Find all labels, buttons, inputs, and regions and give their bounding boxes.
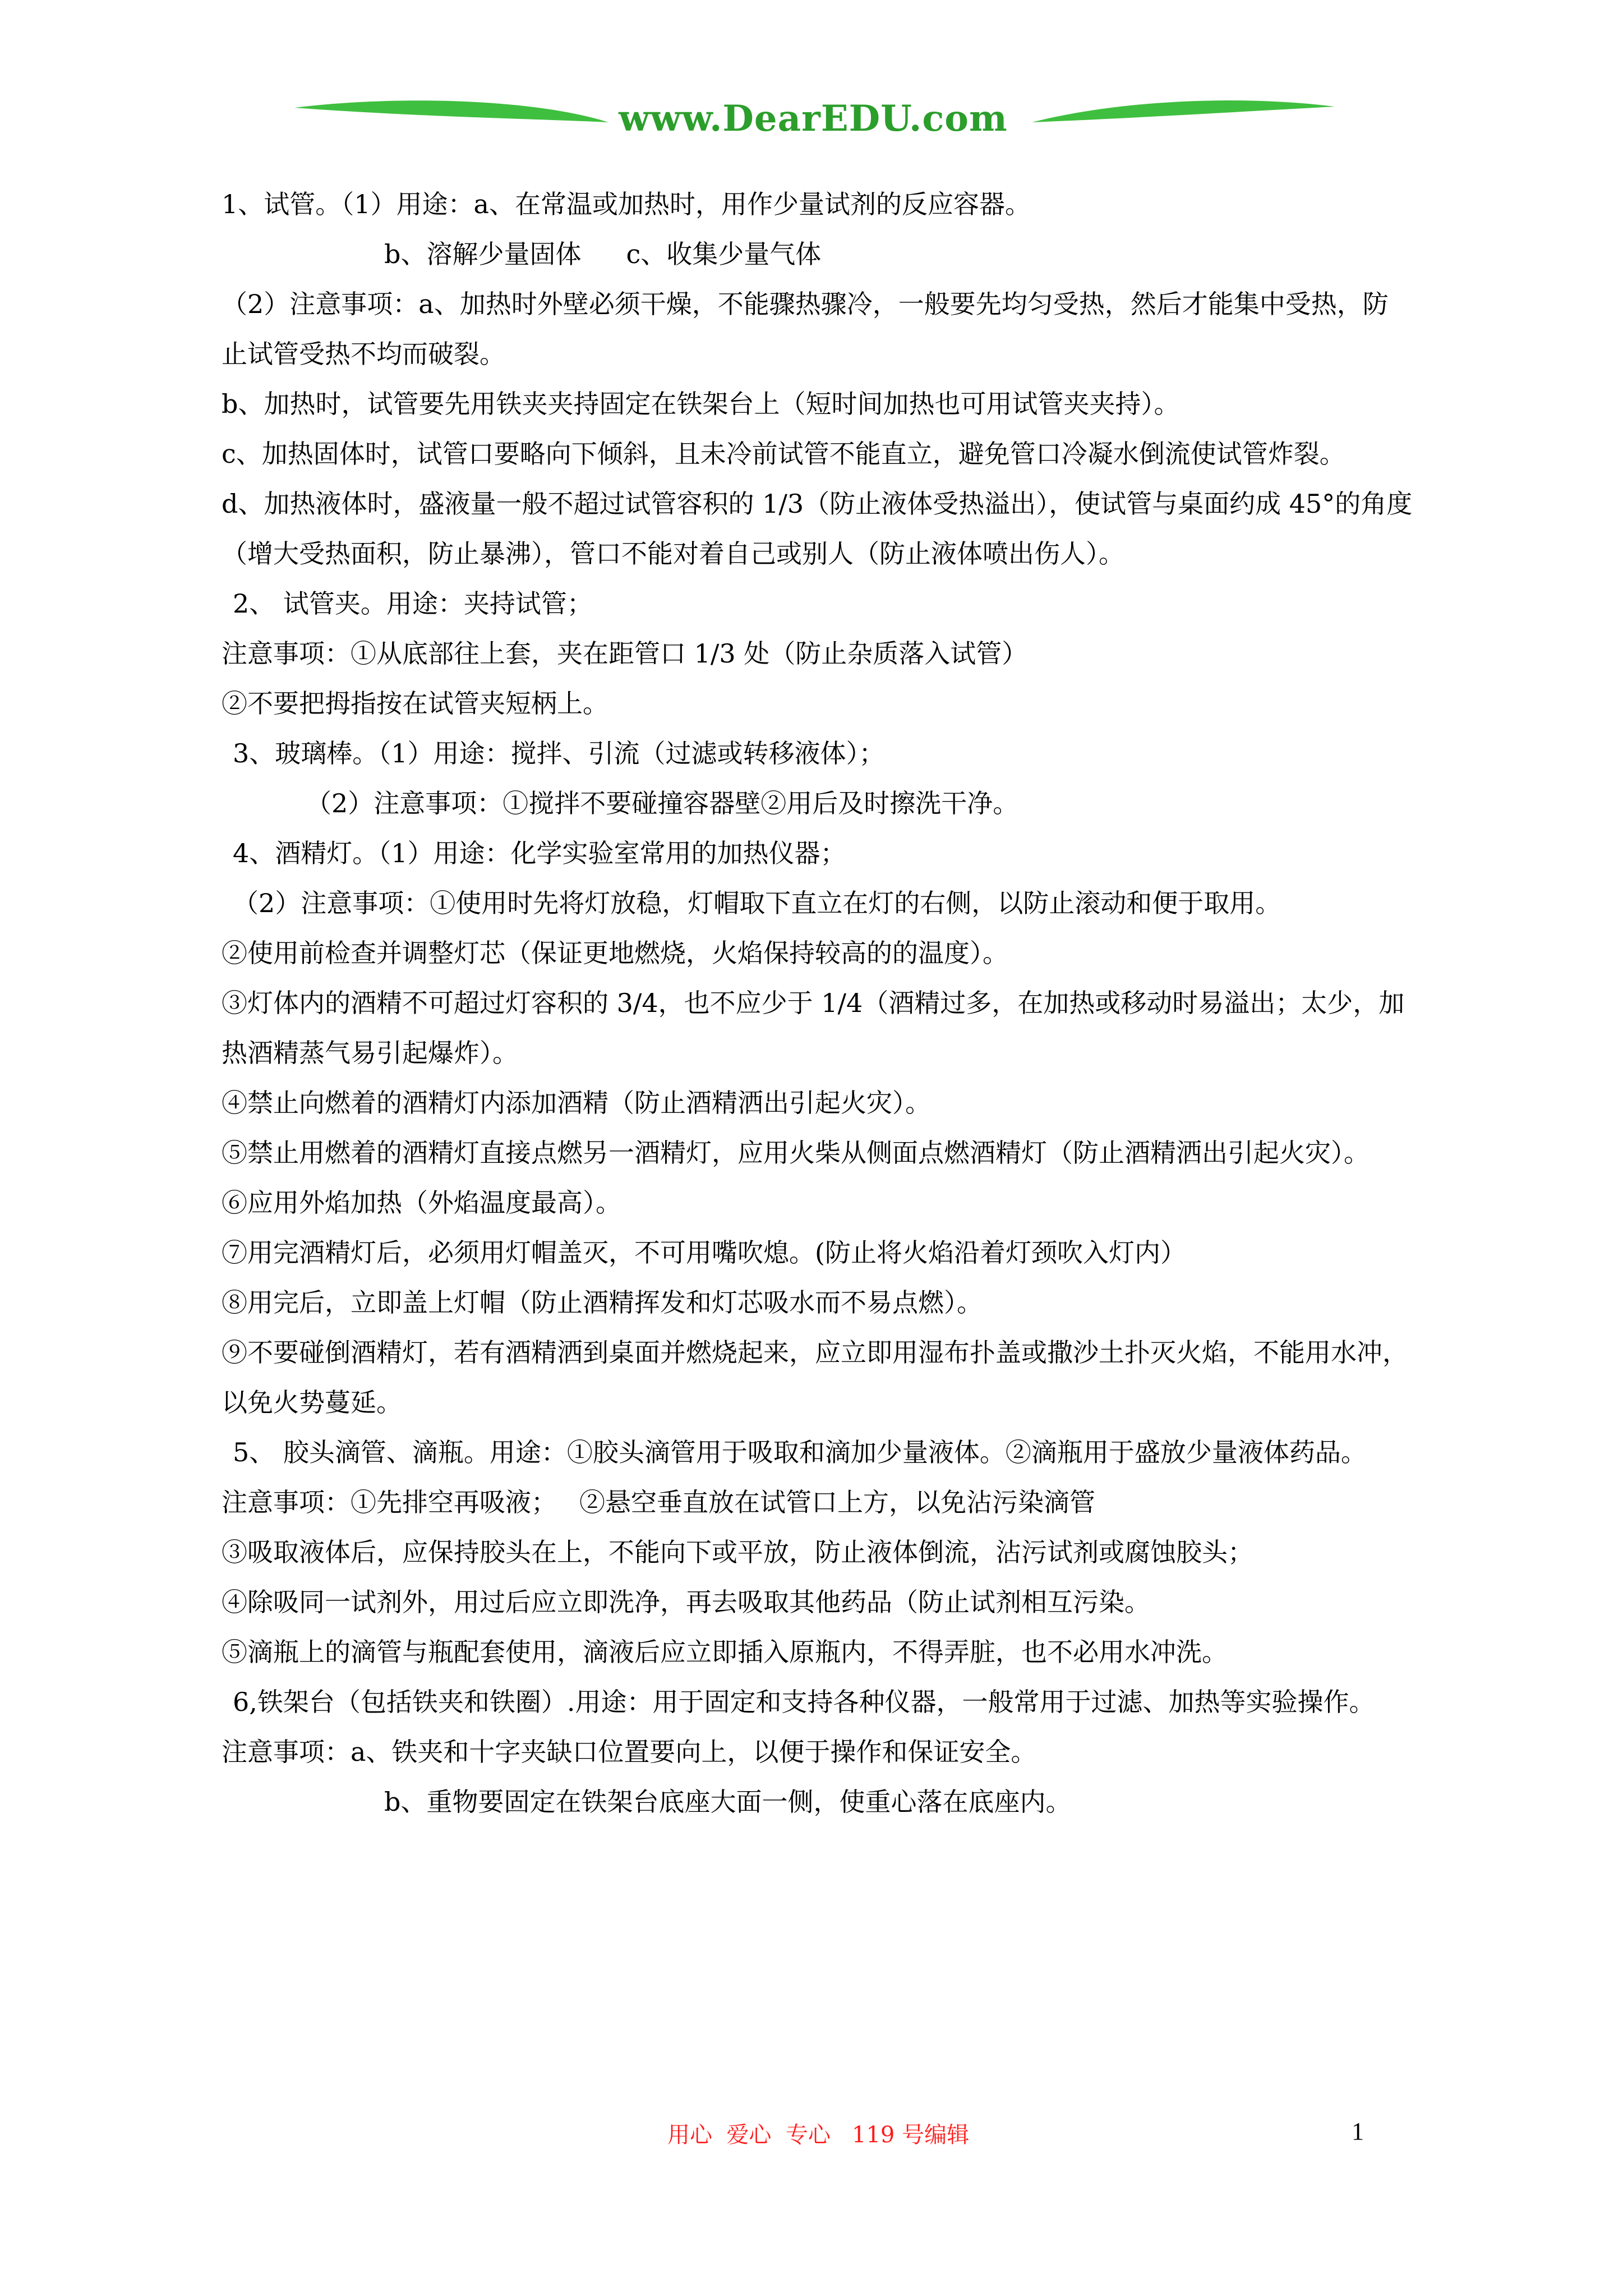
s5-note-1b: ②悬空垂直放在试管口上方，以免沾污染滴管 — [579, 1487, 1095, 1517]
s4-title: 4、酒精灯。（1）用途：化学实验室常用的加热仪器； — [233, 838, 846, 868]
s4-note-4: ④禁止向燃着的酒精灯内添加酒精（防止酒精洒出引起火灾）。 — [222, 1088, 931, 1118]
s1-note-a: （2）注意事项：a、加热时外壁必须干燥，不能骤热骤冷，一般要先均匀受热，然后才能集中受热，防止试管受热不均而破裂。 — [222, 289, 1389, 369]
s2-title: 2、 试管夹。用途：夹持试管； — [233, 588, 593, 619]
left-swoosh — [294, 100, 608, 122]
s4-note-1: （2）注意事项：①使用时先将灯放稳，灯帽取下直立在灯的右侧，以防止滚动和便于取用。 — [233, 888, 1281, 918]
s1-uses-line — [222, 229, 1413, 279]
s4-note-9: ⑨不要碰倒酒精灯，若有酒精洒到桌面并燃烧起来，应立即用湿布扑盖或撒沙土扑灭火焰，不能用水冲，以免火势蔓延。 — [222, 1337, 1408, 1418]
s4-note-3: ③灯体内的酒精不可超过灯容积的 3/4，也不应少于 1/4（酒精过多，在加热或移动时易溢出；太少，加热酒精蒸气易引起爆炸）。 — [222, 988, 1405, 1068]
s2-note-2: ②不要把拇指按在试管夹短柄上。 — [222, 688, 608, 719]
s4-note-2: ②使用前检查并调整灯芯（保证更地燃烧，火焰保持较高的的温度）。 — [222, 938, 1008, 968]
s1-use-b: b、溶解少量固体 — [384, 239, 582, 269]
s1-note-d: d、加热液体时，盛液量一般不超过试管容积的 1/3（防止液体受热溢出），使试管与桌面约成 45°的角度（增大受热面积，防止暴沸），管口不能对着自己或别人（防止液体喷出伤人）。 — [222, 489, 1413, 569]
page-number: 1 — [1352, 2118, 1364, 2145]
s2-note-1: 注意事项：①从底部往上套，夹在距管口 1/3 处（防止杂质落入试管） — [222, 638, 1028, 669]
right-swoosh — [1032, 100, 1335, 122]
site-logo-text[interactable]: www.DearEDU.com — [619, 98, 1008, 140]
footer-credit: 用心 爱心 专心 119 号编辑 — [667, 2122, 970, 2148]
s6-note-b: b、重物要固定在铁架台底座大面一侧，使重心落在底座内。 — [384, 1787, 1072, 1817]
s3-note: （2）注意事项：①搅拌不要碰撞容器壁②用后及时擦洗干净。 — [306, 788, 1019, 818]
s5-note-5: ⑤滴瓶上的滴管与瓶配套使用，滴液后应立即插入原瓶内，不得弄脏，也不必用水冲洗。 — [222, 1637, 1228, 1667]
s4-note-7: ⑦用完酒精灯后，必须用灯帽盖灭，不可用嘴吹熄。(防止将火焰沿着灯颈吹入灯内） — [222, 1237, 1186, 1268]
s5-note-4: ④除吸同一试剂外，用过后应立即洗净，再去吸取其他药品（防止试剂相互污染。 — [222, 1587, 1150, 1617]
s4-note-5: ⑤禁止用燃着的酒精灯直接点燃另一酒精灯，应用火柴从侧面点燃酒精灯（防止酒精洒出引起火灾）。 — [222, 1138, 1370, 1168]
s6-note-a: 注意事项：a、铁夹和十字夹缺口位置要向上，以便于操作和保证安全。 — [222, 1737, 1037, 1767]
s4-note-6: ⑥应用外焰加热（外焰温度最高）。 — [222, 1188, 621, 1218]
document-body — [222, 180, 1413, 1827]
s1-note-b: b、加热时，试管要先用铁夹夹持固定在铁架台上（短时间加热也可用试管夹夹持）。 — [222, 389, 1180, 419]
s3-title: 3、玻璃棒。（1）用途：搅拌、引流（过滤或转移液体）； — [233, 738, 885, 769]
s5-note-1a: 注意事项：①先排空再吸液； — [222, 1487, 557, 1517]
s1-note-c: c、加热固体时，试管口要略向下倾斜，且未冷前试管不能直立，避免管口冷凝水倒流使试管炸裂。 — [222, 439, 1345, 469]
s4-note-8: ⑧用完后，立即盖上灯帽（防止酒精挥发和灯芯吸水而不易点燃）。 — [222, 1287, 983, 1318]
s1-line: 1、试管。（1）用途：a、在常温或加热时，用作少量试剂的反应容器。 — [222, 189, 1031, 219]
s6-title: 6,铁架台（包括铁夹和铁圈）.用途：用于固定和支持各种仪器，一般常用于过滤、加热等实验操作。 — [233, 1687, 1375, 1717]
s5-title: 5、 胶头滴管、滴瓶。用途：①胶头滴管用于吸取和滴加少量液体。②滴瓶用于盛放少量液体药品。 — [233, 1437, 1367, 1467]
s5-note-3: ③吸取液体后，应保持胶头在上，不能向下或平放，防止液体倒流，沾污试剂或腐蚀胶头； — [222, 1537, 1253, 1567]
s5-note-1 — [222, 1478, 1413, 1527]
s1-use-c: c、收集少量气体 — [626, 239, 822, 269]
